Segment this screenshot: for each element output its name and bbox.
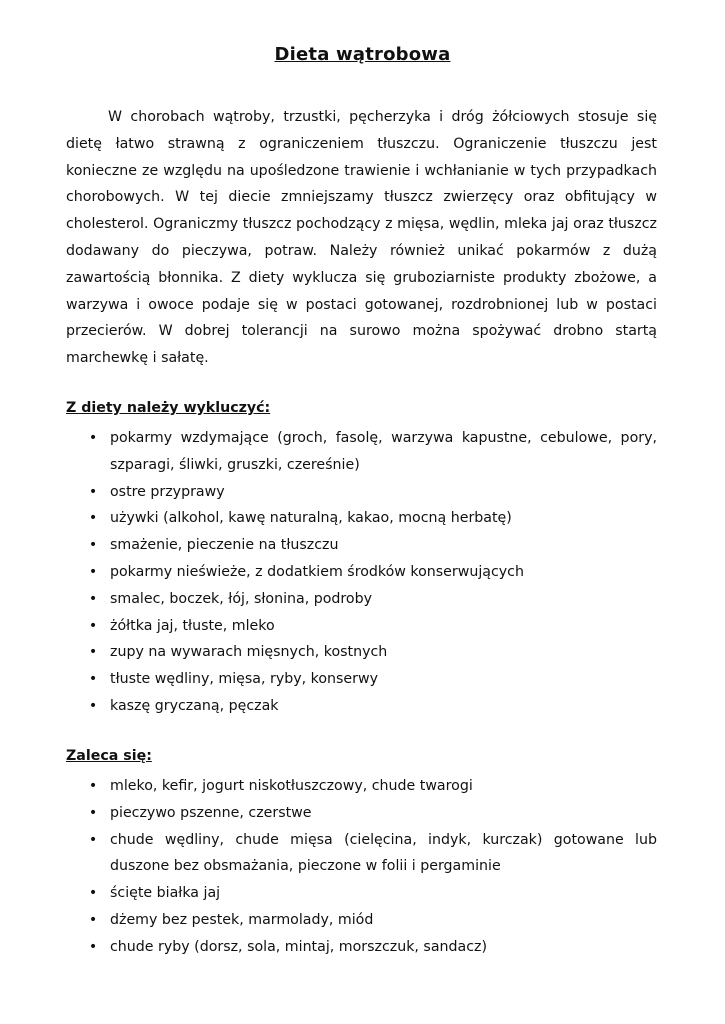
bullet-icon: • — [88, 697, 98, 714]
list-item — [66, 907, 657, 934]
list-item-text: smażenie, pieczenie na tłuszczu — [110, 537, 339, 554]
bullet-icon: • — [88, 938, 98, 955]
list-item — [66, 505, 657, 532]
bullet-icon: • — [88, 617, 98, 634]
bullet-icon: • — [88, 671, 98, 688]
list-item-text: zupy na wywarach mięsnych, kostnych — [110, 644, 388, 661]
bullet-icon: • — [88, 430, 98, 446]
recommend-list — [66, 773, 657, 961]
bullet-icon: • — [88, 537, 98, 554]
list-item-text: chude wędliny, chude mięsa (cielęcina, indyk, kurczak) gotowane lub duszone bez obsmażania, pieczone w folii i pergaminie — [110, 831, 657, 875]
list-item — [66, 532, 657, 559]
intro-paragraph: W chorobach wątroby, trzustki, pęcherzyka i dróg żółciowych stosuje się dietę łatwo strawną z ograniczeniem tłuszczu. Ograniczenie tłuszczu jest konieczne ze względu na upośledzone trawienie i wchłanianie w tych przypadkach chorobowych. W tej diecie zmniejszamy tłuszcz zwierzęcy oraz obfitujący w cholesterol. Ograniczmy tłuszcz pochodzący z mięsa, wędlin, mleka jaj oraz tłuszcz dodawany do pieczywa, potraw. Należy również unikać pokarmów z dużą zawartością błonnika. Z diety wyklucza się gruboziarniste produkty zbożowe, a warzywa i owoce podaje się w postaci gotowanej, rozdrobnionej lub w postaci przecierów. W dobrej tolerancji na surowo można spożywać drobno startą marchewkę i sałatę. — [66, 109, 657, 367]
list-item-text: dżemy bez pestek, marmolady, miód — [110, 911, 374, 928]
list-item-text: tłuste wędliny, mięsa, ryby, konserwy — [110, 671, 378, 688]
list-item — [66, 827, 657, 881]
document-title: Dieta wątrobowa — [274, 44, 451, 65]
list-item-text: pokarmy nieświeże, z dodatkiem środków konserwujących — [110, 563, 524, 580]
list-item — [66, 934, 657, 961]
exclude-heading: Z diety należy wykluczyć: — [66, 400, 271, 416]
bullet-icon: • — [88, 778, 98, 794]
list-item-text: używki (alkohol, kawę naturalną, kakao, mocną herbatę) — [110, 510, 512, 527]
bullet-icon: • — [88, 911, 98, 928]
list-item — [66, 639, 657, 666]
list-item-text: chude ryby (dorsz, sola, mintaj, morszczuk, sandacz) — [110, 938, 487, 955]
bullet-icon: • — [88, 483, 98, 500]
list-item — [66, 559, 657, 586]
bullet-icon: • — [88, 644, 98, 661]
list-item-text: kaszę gryczaną, pęczak — [110, 697, 279, 714]
exclude-list — [66, 425, 657, 720]
bullet-icon: • — [88, 831, 98, 848]
list-item — [66, 693, 657, 720]
list-item-text: pokarmy wzdymające (groch, fasolę, warzywa kapustne, cebulowe, pory, szparagi, śliwki, gruszki, czereśnie) — [110, 430, 657, 473]
list-item — [66, 800, 657, 827]
bullet-icon: • — [88, 804, 98, 821]
bullet-icon: • — [88, 885, 98, 902]
bullet-icon: • — [88, 563, 98, 580]
list-item-text: pieczywo pszenne, czerstwe — [110, 804, 312, 821]
list-item-text: smalec, boczek, łój, słonina, podroby — [110, 590, 373, 607]
bullet-icon: • — [88, 590, 98, 607]
list-item-text: ścięte białka jaj — [110, 885, 221, 902]
list-item — [66, 425, 657, 479]
list-item — [66, 586, 657, 613]
bullet-icon: • — [88, 510, 98, 527]
list-item-text: ostre przyprawy — [110, 483, 225, 500]
list-item — [66, 613, 657, 640]
list-item — [66, 479, 657, 506]
list-item-text: mleko, kefir, jogurt niskotłuszczowy, chude twarogi — [110, 778, 473, 794]
list-item — [66, 880, 657, 907]
list-item — [66, 666, 657, 693]
list-item — [66, 773, 657, 800]
recommend-heading: Zaleca się: — [66, 748, 152, 764]
list-item-text: żółtka jaj, tłuste, mleko — [110, 617, 275, 634]
